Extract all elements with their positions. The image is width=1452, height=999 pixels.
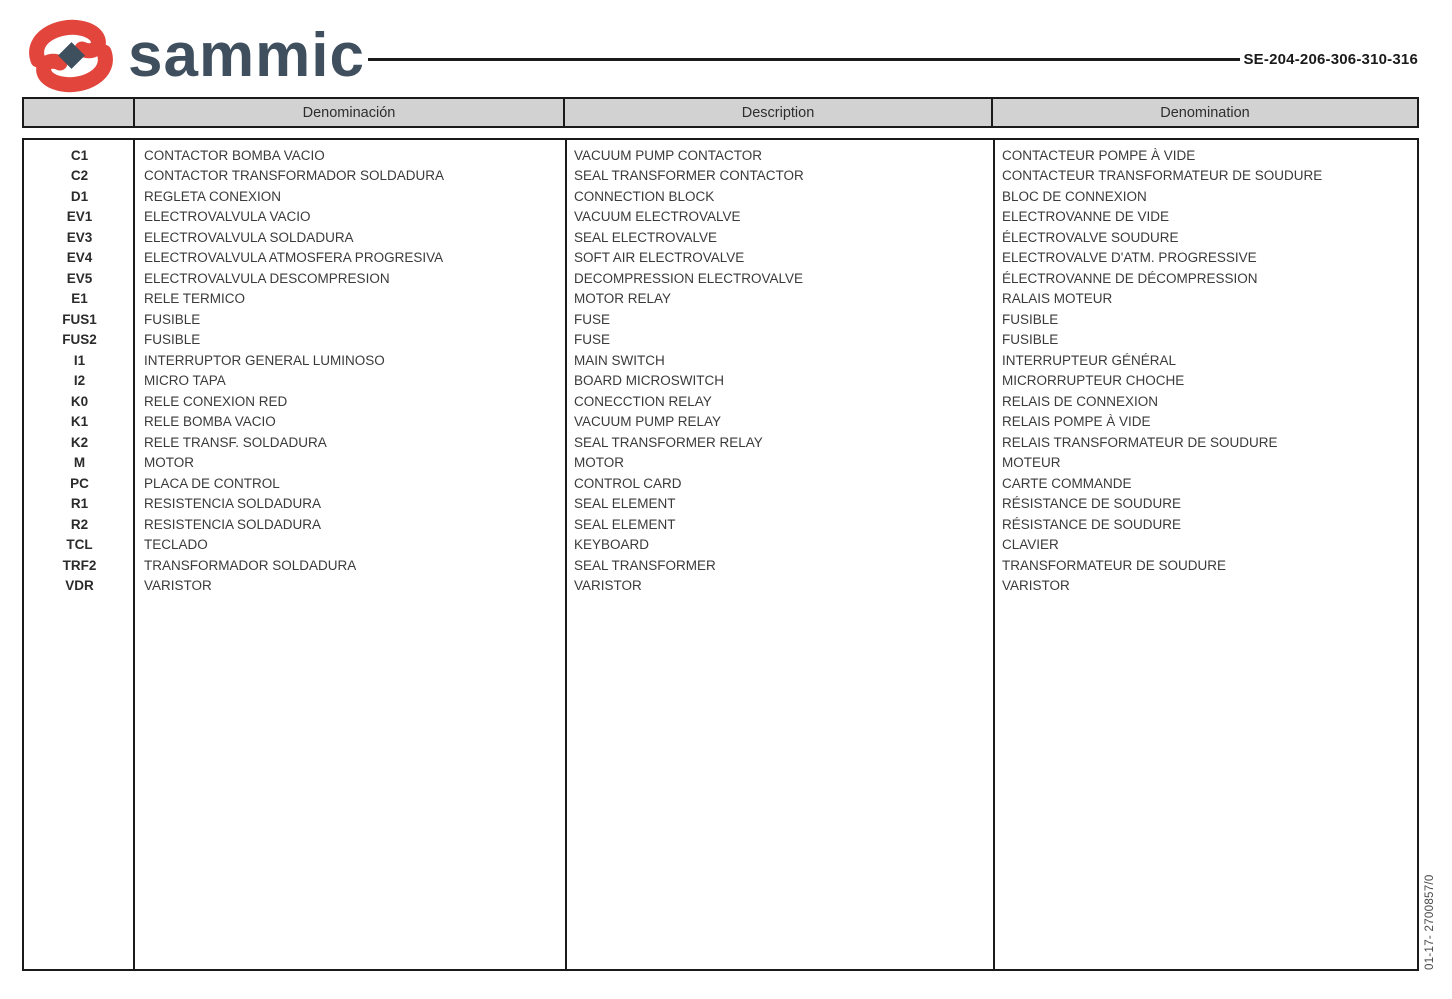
table-row	[24, 371, 1417, 392]
denomination-cell: RALAIS MOTEUR	[1002, 291, 1113, 307]
component-code: R2	[70, 516, 89, 532]
denominacion-cell: FUSIBLE	[144, 311, 201, 327]
component-code: K2	[70, 434, 89, 450]
description-cell: BOARD MICROSWITCH	[574, 373, 724, 389]
description-cell: KEYBOARD	[574, 537, 650, 553]
sammic-s-icon	[24, 16, 120, 96]
denominacion-cell: RELE CONEXION RED	[144, 393, 288, 409]
denominacion-cell: PLACA DE CONTROL	[144, 475, 280, 491]
denomination-cell: CONTACTEUR POMPE À VIDE	[1002, 147, 1196, 163]
column-header-code	[24, 99, 135, 126]
description-cell: CONTROL CARD	[574, 475, 682, 491]
description-cell: MOTOR RELAY	[574, 291, 672, 307]
denominacion-cell: MICRO TAPA	[144, 373, 226, 389]
description-cell: FUSE	[574, 311, 611, 327]
denominacion-cell: VARISTOR	[144, 578, 212, 594]
header-rule-line	[368, 58, 1240, 61]
denominacion-cell: RELE BOMBA VACIO	[144, 414, 276, 430]
denomination-cell: INTERRUPTEUR GÉNÉRAL	[1002, 352, 1177, 368]
denominacion-cell: RESISTENCIA SOLDADURA	[144, 516, 322, 532]
component-code: C1	[70, 147, 89, 163]
table-header-row	[22, 97, 1419, 128]
table-row	[24, 145, 1417, 166]
table-row	[24, 555, 1417, 576]
description-cell: CONNECTION BLOCK	[574, 188, 715, 204]
table-row	[24, 248, 1417, 269]
table-row	[24, 186, 1417, 207]
table-row	[24, 453, 1417, 474]
table-row	[24, 535, 1417, 556]
component-code: K0	[70, 393, 89, 409]
description-cell: SEAL ELEMENT	[574, 516, 676, 532]
component-code: TCL	[66, 537, 93, 553]
description-cell: SOFT AIR ELECTROVALVE	[574, 250, 745, 266]
denominacion-cell: ELECTROVALVULA ATMOSFERA PROGRESIVA	[144, 250, 444, 266]
denomination-cell: CONTACTEUR TRANSFORMATEUR DE SOUDURE	[1002, 168, 1323, 184]
column-header-denominacion: Denominación	[135, 99, 565, 126]
denomination-cell: MOTEUR	[1002, 455, 1061, 471]
component-code: E1	[71, 291, 88, 307]
table-body	[22, 138, 1419, 971]
component-code: R1	[70, 496, 89, 512]
denominacion-cell: RELE TERMICO	[144, 291, 246, 307]
table-row	[24, 309, 1417, 330]
table-rows	[24, 145, 1417, 596]
table-row	[24, 514, 1417, 535]
denomination-cell: FUSIBLE	[1002, 311, 1059, 327]
sammic-logo	[24, 16, 365, 96]
component-code: I2	[73, 373, 86, 389]
denominacion-cell: INTERRUPTOR GENERAL LUMINOSO	[144, 352, 385, 368]
component-code: M	[73, 455, 86, 471]
denomination-cell: ELECTROVALVE D'ATM. PROGRESSIVE	[1002, 250, 1257, 266]
table-row	[24, 166, 1417, 187]
denominacion-cell: TRANSFORMADOR SOLDADURA	[144, 557, 357, 573]
component-code: EV1	[66, 209, 93, 225]
table-row	[24, 391, 1417, 412]
denomination-cell: FUSIBLE	[1002, 332, 1059, 348]
denominacion-cell: ELECTROVALVULA DESCOMPRESION	[144, 270, 390, 286]
denomination-cell: MICRORRUPTEUR CHOCHE	[1002, 373, 1185, 389]
description-cell: FUSE	[574, 332, 611, 348]
denomination-cell: BLOC DE CONNEXION	[1002, 188, 1147, 204]
table-row	[24, 412, 1417, 433]
logo-wordmark: sammic	[128, 21, 365, 90]
description-cell: SEAL ELEMENT	[574, 496, 676, 512]
denominacion-cell: ELECTROVALVULA VACIO	[144, 209, 311, 225]
component-code: EV3	[66, 229, 93, 245]
description-cell: MOTOR	[574, 455, 624, 471]
model-code: SE-204-206-306-310-316	[1243, 51, 1418, 68]
denominacion-cell: CONTACTOR TRANSFORMADOR SOLDADURA	[144, 168, 445, 184]
component-code: TRF2	[62, 557, 97, 573]
denomination-cell: RELAIS POMPE À VIDE	[1002, 414, 1151, 430]
component-code: I1	[73, 352, 86, 368]
component-code: FUS2	[62, 332, 97, 348]
table-row	[24, 330, 1417, 351]
description-cell: SEAL TRANSFORMER RELAY	[574, 434, 763, 450]
description-cell: VACUUM ELECTROVALVE	[574, 209, 741, 225]
denomination-cell: RELAIS TRANSFORMATEUR DE SOUDURE	[1002, 434, 1278, 450]
component-code: K1	[70, 414, 89, 430]
component-code: EV4	[66, 250, 93, 266]
table-row	[24, 350, 1417, 371]
description-cell: SEAL TRANSFORMER CONTACTOR	[574, 168, 804, 184]
denomination-cell: RÉSISTANCE DE SOUDURE	[1002, 496, 1182, 512]
table-row	[24, 227, 1417, 248]
table-row	[24, 473, 1417, 494]
denomination-cell: RELAIS DE CONNEXION	[1002, 393, 1159, 409]
denominacion-cell: MOTOR	[144, 455, 194, 471]
column-header-denomination: Denomination	[1160, 104, 1250, 121]
description-cell: VACUUM PUMP CONTACTOR	[574, 147, 763, 163]
description-cell: SEAL TRANSFORMER	[574, 557, 716, 573]
denomination-cell: CARTE COMMANDE	[1002, 475, 1132, 491]
component-code: VDR	[65, 578, 94, 594]
denominacion-cell: TECLADO	[144, 537, 208, 553]
denominacion-cell: REGLETA CONEXION	[144, 188, 282, 204]
description-cell: CONECCTION RELAY	[574, 393, 712, 409]
denominacion-cell: RESISTENCIA SOLDADURA	[144, 496, 322, 512]
description-cell: VACUUM PUMP RELAY	[574, 414, 722, 430]
column-header-description: Description	[565, 99, 993, 126]
denominacion-cell: FUSIBLE	[144, 332, 201, 348]
table-row	[24, 494, 1417, 515]
component-code: C2	[70, 168, 89, 184]
table-row	[24, 432, 1417, 453]
table-row	[24, 268, 1417, 289]
description-cell: VARISTOR	[574, 578, 642, 594]
denomination-cell: VARISTOR	[1002, 578, 1070, 594]
description-cell: SEAL ELECTROVALVE	[574, 229, 718, 245]
table-row	[24, 207, 1417, 228]
table-row	[24, 289, 1417, 310]
component-code: PC	[70, 475, 89, 491]
denominacion-cell: RELE TRANSF. SOLDADURA	[144, 434, 327, 450]
denomination-cell: TRANSFORMATEUR DE SOUDURE	[1002, 557, 1227, 573]
document-reference: 01-17- 2700857/0	[1424, 874, 1436, 970]
table-row	[24, 576, 1417, 597]
component-code: D1	[70, 188, 89, 204]
component-code: FUS1	[62, 311, 97, 327]
description-cell: DECOMPRESSION ELECTROVALVE	[574, 270, 804, 286]
denomination-cell: RÉSISTANCE DE SOUDURE	[1002, 516, 1182, 532]
denomination-cell: ÉLECTROVALVE SOUDURE	[1002, 229, 1179, 245]
brand-bar	[0, 0, 1452, 95]
denominacion-cell: CONTACTOR BOMBA VACIO	[144, 147, 325, 163]
denomination-cell: ELECTROVANNE DE VIDE	[1002, 209, 1170, 225]
denomination-cell: ÉLECTROVANNE DE DÉCOMPRESSION	[1002, 270, 1258, 286]
denominacion-cell: ELECTROVALVULA SOLDADURA	[144, 229, 354, 245]
denomination-cell: CLAVIER	[1002, 537, 1059, 553]
component-code: EV5	[66, 270, 93, 286]
description-cell: MAIN SWITCH	[574, 352, 665, 368]
